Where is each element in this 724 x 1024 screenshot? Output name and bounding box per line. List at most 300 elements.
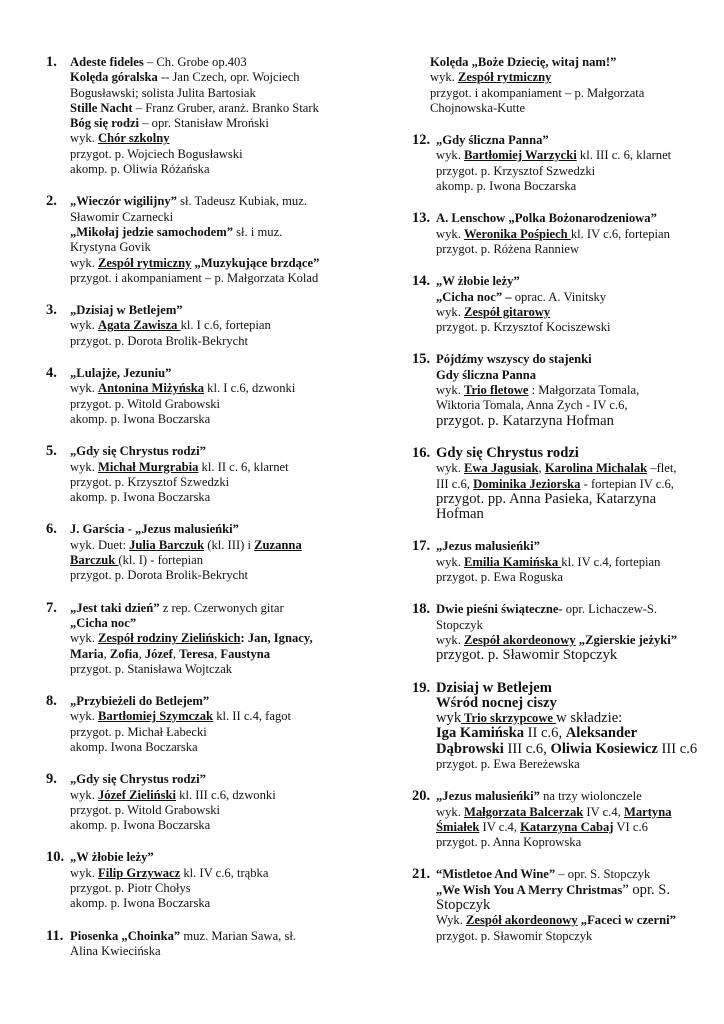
program-item <box>46 194 364 286</box>
text-run: wyk. <box>70 255 98 270</box>
text-run: akomp. p. Iwona Boczarska <box>436 179 577 194</box>
text-run: wyk. <box>436 554 464 569</box>
emphasized-text: „Jezus malusieńki” <box>436 539 540 554</box>
text-run: przygot. p. Krzysztof Kociszewski <box>436 320 611 335</box>
text-run: przygot. p. Dorota Brolik-Bekrycht <box>70 568 249 583</box>
detail-line <box>436 398 704 413</box>
emphasized-text: Józef Zieliński <box>98 787 177 802</box>
detail-line <box>436 414 704 429</box>
item-details <box>70 522 364 583</box>
program-item <box>412 211 704 257</box>
item-number: 10. <box>46 849 65 866</box>
detail-line <box>436 929 704 944</box>
detail-line <box>70 101 364 116</box>
text-run: III c.6, <box>436 476 474 491</box>
text-run: , <box>172 646 180 661</box>
text-run: przygot. p. Piotr Chołys <box>70 881 191 896</box>
detail-line <box>70 818 364 833</box>
text-run: wyk. <box>70 709 98 724</box>
detail-line <box>436 867 704 882</box>
text-run: Hofman <box>436 506 484 523</box>
text-run: wyk <box>436 710 462 727</box>
emphasized-text: „Gdy śliczna Panna” <box>436 133 549 148</box>
emphasized-text: „Cicha noc” – <box>436 289 512 304</box>
text-run: (kl. I) - fortepian <box>118 553 204 568</box>
emphasized-text: „Zgierskie jeżyki” <box>575 632 678 647</box>
text-run: kl. III c.6, dzwonki <box>176 787 276 802</box>
detail-line <box>70 194 364 209</box>
detail-line <box>70 788 364 803</box>
text-run: kl. IV c.4, fortepian <box>561 554 661 569</box>
detail-line <box>436 696 704 711</box>
detail-line <box>436 352 704 367</box>
detail-line <box>70 803 364 818</box>
text-run: sł. Tadeusz Kubiak, muz. <box>176 194 307 209</box>
detail-line <box>436 742 704 757</box>
detail-line <box>70 131 364 146</box>
emphasized-text: Gdy się Chrystus rodzi <box>436 444 579 461</box>
detail-line <box>436 633 704 648</box>
text-run: -- Jan Czech, opr. Wojciech <box>157 70 300 85</box>
emphasized-text: Gdy śliczna Panna <box>436 367 537 382</box>
program-item <box>46 522 364 583</box>
text-run: przygot. p. Katarzyna Hofman <box>436 412 614 429</box>
emphasized-text: „Muzykujące brzdące” <box>191 255 320 270</box>
emphasized-text: Barczuk <box>70 553 119 568</box>
emphasized-text: Martyna <box>623 804 672 819</box>
detail-line <box>436 477 704 492</box>
emphasized-text: Katarzyna Cabaj <box>520 819 614 834</box>
text-run: wyk. <box>430 70 458 85</box>
detail-line <box>70 647 364 662</box>
item-details <box>436 867 704 943</box>
detail-line <box>70 896 364 911</box>
emphasized-text: Dzisiaj w Betlejem <box>436 679 552 696</box>
detail-line <box>70 944 364 959</box>
detail-line <box>70 460 364 475</box>
detail-line <box>436 711 704 726</box>
text-run: kl. II c. 6, klarnet <box>198 459 289 474</box>
emphasized-text: Józef <box>144 646 173 661</box>
detail-line <box>70 397 364 412</box>
text-run: wyk. <box>70 865 98 880</box>
detail-line <box>436 648 704 663</box>
text-run: wyk. <box>436 226 464 241</box>
text-run: kl. I c.6, fortepian <box>180 318 271 333</box>
item-number: 20. <box>412 788 431 805</box>
emphasized-text: Faustyna <box>220 646 271 661</box>
detail-line <box>436 368 704 383</box>
detail-line <box>436 164 704 179</box>
item-number: 9. <box>46 771 57 788</box>
text-run: Krystyna Govik <box>70 240 151 255</box>
item-number: 15. <box>412 351 431 368</box>
text-run: – Franz Gruber, aranż. Branko Stark <box>132 100 319 115</box>
detail-line <box>70 303 364 318</box>
text-run: wyk. <box>70 131 98 146</box>
emphasized-text: Maria <box>70 646 104 661</box>
emphasized-text: Małgorzata Balcerzak <box>464 804 584 819</box>
emphasized-text: Zespół rytmiczny <box>458 70 552 85</box>
program-right-column <box>412 55 704 961</box>
item-details <box>436 211 704 257</box>
text-run: akomp. p. Iwona Boczarska <box>70 896 211 911</box>
text-run: przygot. p. Witold Grabowski <box>70 802 221 817</box>
item-number: 6. <box>46 521 57 538</box>
program-item <box>412 133 704 194</box>
emphasized-text: „W żłobie leży” <box>70 850 154 865</box>
text-run: wyk. <box>436 304 464 319</box>
text-run: , <box>103 646 110 661</box>
item-number: 8. <box>46 693 57 710</box>
detail-line <box>436 898 704 913</box>
text-run: Wiktoria Tomala, Anna Zych - IV c.6, <box>436 398 628 413</box>
text-run: opr. Lichaczew-S. <box>562 602 658 617</box>
item-details <box>70 366 364 427</box>
detail-line <box>70 709 364 724</box>
program-item <box>412 681 704 773</box>
text-run: Wyk. <box>436 913 467 928</box>
detail-line <box>70 553 364 568</box>
item-details <box>70 601 364 677</box>
item-number: 19. <box>412 679 431 696</box>
detail-line <box>436 274 704 289</box>
text-run: przygot. p. Stanisława Wojtczak <box>70 661 233 676</box>
detail-line <box>70 475 364 490</box>
text-run: IV c.4, <box>479 819 521 834</box>
detail-line <box>436 492 704 507</box>
item-details <box>436 446 704 522</box>
detail-line <box>70 616 364 631</box>
text-run: przygot. p. Wojciech Bogusławski <box>70 146 243 161</box>
item-details <box>70 694 364 755</box>
text-run: wyk. <box>70 459 98 474</box>
program-item <box>412 446 704 522</box>
text-run: oprac. A. Vinitsky <box>511 289 607 304</box>
emphasized-text: Zespół akordeonowy <box>466 913 578 928</box>
text-run: przygot. p. Anna Koprowska <box>436 835 582 850</box>
emphasized-text: Bóg się rodzi <box>70 116 140 131</box>
text-run: - fortepian IV c.6, <box>580 476 674 491</box>
text-run: ” opr. S. <box>622 881 671 898</box>
emphasized-text: Iga Kamińska <box>436 725 524 742</box>
detail-line <box>70 334 364 349</box>
program-item <box>412 789 704 850</box>
detail-line <box>70 147 364 162</box>
text-run: przygot. p. Dorota Brolik-Bekrycht <box>70 333 249 348</box>
detail-line <box>70 318 364 333</box>
item-details <box>70 929 364 960</box>
text-run: kl. II c.4, fagot <box>213 709 292 724</box>
program-item <box>412 274 704 335</box>
emphasized-text: Dominika Jeziorska <box>473 476 581 491</box>
program-item <box>46 929 364 960</box>
text-run: z rep. Czerwonych gitar <box>159 600 284 615</box>
item-details <box>436 133 704 194</box>
emphasized-text: „Jest taki dzień” <box>70 600 160 615</box>
emphasized-text: Weronika Pośpiech <box>464 226 571 241</box>
program-item <box>46 850 364 911</box>
item-number: 1. <box>46 54 57 70</box>
detail-line <box>70 522 364 537</box>
detail-line <box>436 507 704 522</box>
detail-line <box>436 539 704 554</box>
item-number: 7. <box>46 599 57 616</box>
detail-line <box>70 490 364 505</box>
text-run: Alina Kwiecińska <box>70 943 161 958</box>
item-details <box>70 850 364 911</box>
text-run: przygot. pp. Anna Pasieka, Katarzyna <box>436 490 657 507</box>
text-run: Bogusławski; solista Julita Bartosiak <box>70 85 256 100</box>
text-run: w składzie: <box>556 710 623 727</box>
detail-line <box>436 757 704 772</box>
emphasized-text: „Gdy się Chrystus rodzi” <box>70 444 206 459</box>
emphasized-text: Śmiałek <box>436 819 480 834</box>
detail-line <box>436 383 704 398</box>
item-number: 3. <box>46 302 57 319</box>
detail-line <box>430 101 704 116</box>
text-run: – opr. Stanisław Mroński <box>139 116 269 131</box>
text-run: Stopczyk <box>436 617 483 632</box>
detail-line <box>436 681 704 696</box>
detail-line <box>70 444 364 459</box>
text-run: przygot. p. Krzysztof Szwedzki <box>70 474 230 489</box>
detail-line <box>430 55 704 70</box>
emphasized-text: Filip Grzywacz <box>98 865 181 880</box>
detail-line <box>70 740 364 755</box>
detail-line <box>436 602 704 617</box>
detail-line <box>436 148 704 163</box>
text-run: : Małgorzata Tomala, <box>528 383 640 398</box>
text-run: kl. IV c.6, fortepian <box>570 226 670 241</box>
detail-line <box>436 913 704 928</box>
text-run: wyk. <box>436 461 464 476</box>
text-run: Chojnowska-Kutte <box>430 100 526 115</box>
emphasized-text: „Faceci w czerni” <box>577 913 676 928</box>
text-run: przygot. i akompaniament – p. Małgorzata <box>430 85 645 100</box>
program-item <box>46 303 364 349</box>
emphasized-text: Oliwia Kosiewicz <box>550 740 658 757</box>
text-run: na trzy wiolonczele <box>539 789 642 804</box>
text-run: wyk. <box>436 148 464 163</box>
detail-line <box>436 320 704 335</box>
text-run: wyk. <box>436 632 464 647</box>
emphasized-text: „Jezus malusieńki” <box>436 789 540 804</box>
program-item <box>46 694 364 755</box>
detail-line <box>70 538 364 553</box>
emphasized-text: Trio fletowe <box>464 383 529 398</box>
emphasized-text: A. Lenschow „Polka Bożonarodzeniowa” <box>436 211 657 226</box>
item-details <box>70 194 364 286</box>
item-number: 13. <box>412 210 431 227</box>
text-run: wyk. <box>436 804 464 819</box>
program-item <box>46 601 364 677</box>
emphasized-text: „Wieczór wigilijny” <box>70 194 177 209</box>
detail-line <box>70 240 364 255</box>
item-details <box>70 444 364 505</box>
detail-line <box>436 179 704 194</box>
detail-line <box>70 412 364 427</box>
text-run: wyk. <box>70 787 98 802</box>
detail-line <box>436 820 704 835</box>
item-number: 16. <box>412 444 431 461</box>
text-run: muz. Marian Sawa, sł. <box>180 928 297 943</box>
detail-line <box>430 70 704 85</box>
text-run: wyk. <box>70 381 98 396</box>
item-number: 5. <box>46 443 57 460</box>
text-run: –flet, <box>647 461 677 476</box>
text-run: – opr. S. Stopczyk <box>555 867 651 882</box>
detail-line <box>436 726 704 741</box>
text-run: przygot. p. Krzysztof Szwedzki <box>436 163 596 178</box>
emphasized-text: Dąbrowski <box>436 740 504 757</box>
item-number: 12. <box>412 132 431 149</box>
text-run: akomp. Iwona Boczarska <box>70 739 198 754</box>
emphasized-text: „W żłobie leży” <box>436 274 520 289</box>
emphasized-text: Zespół gitarowy <box>464 304 551 319</box>
program-item <box>412 867 704 943</box>
emphasized-text: Julia Barczuk <box>129 537 205 552</box>
detail-line <box>70 866 364 881</box>
text-run: przygot. p. Ewa Bereżewska <box>436 756 580 771</box>
emphasized-text: Zofia <box>109 646 139 661</box>
emphasized-text: Dwie pieśni świąteczne- <box>436 602 563 617</box>
detail-line <box>70 694 364 709</box>
item-number: 4. <box>46 365 57 382</box>
detail-line <box>70 929 364 944</box>
item-details <box>436 352 704 428</box>
text-run: akomp. p. Oliwia Różańska <box>70 162 210 177</box>
text-run: akomp. p. Iwona Boczarska <box>70 490 211 505</box>
text-run: III c.6, <box>503 740 551 757</box>
item-number: 17. <box>412 538 431 555</box>
text-run: II c.6, <box>524 725 566 742</box>
detail-line <box>70 55 364 70</box>
emphasized-text: Zespół rytmiczny <box>98 255 192 270</box>
emphasized-text: Teresa <box>179 646 215 661</box>
text-run: kl. IV c.6, trąbka <box>180 865 269 880</box>
emphasized-text: Chór szkolny <box>98 131 170 146</box>
detail-line <box>436 555 704 570</box>
text-run: , <box>214 646 221 661</box>
text-run: kl. III c. 6, klarnet <box>576 148 672 163</box>
item-number: 21. <box>412 866 431 883</box>
emphasized-text: Antonina Miżyńska <box>98 381 205 396</box>
text-run: , <box>138 646 145 661</box>
text-run: III c.6 <box>657 740 698 757</box>
emphasized-text: Zespół akordeonowy <box>464 632 576 647</box>
detail-line <box>70 116 364 131</box>
detail-line <box>70 881 364 896</box>
text-run: – Ch. Grobe op.403 <box>143 55 247 69</box>
emphasized-text: J. Garścia - „Jezus malusieńki” <box>70 522 239 537</box>
emphasized-text: „We Wish You A Merry Christmas <box>436 882 623 897</box>
detail-line <box>436 805 704 820</box>
text-run: kl. I c.6, dzwonki <box>204 381 296 396</box>
detail-line <box>70 366 364 381</box>
item-details <box>436 681 704 773</box>
program-item <box>412 602 704 663</box>
emphasized-text: „Lulajże, Jezuniu” <box>70 366 172 381</box>
detail-line <box>70 225 364 240</box>
emphasized-text: Zuzanna <box>254 537 302 552</box>
text-run: akomp. p. Iwona Boczarska <box>70 818 211 833</box>
text-run: Stopczyk <box>436 897 491 914</box>
detail-line <box>70 568 364 583</box>
detail-line <box>70 772 364 787</box>
program-item <box>430 55 704 116</box>
emphasized-text: Emilia Kamińska <box>464 554 562 569</box>
detail-line <box>70 725 364 740</box>
detail-line <box>70 850 364 865</box>
detail-line <box>436 618 704 633</box>
detail-line <box>436 835 704 850</box>
program-item <box>412 352 704 428</box>
emphasized-text: „Gdy się Chrystus rodzi” <box>70 772 206 787</box>
emphasized-text: Michał Murgrabia <box>98 459 199 474</box>
emphasized-text: Trio skrzypcowe <box>461 711 557 726</box>
text-run: sł. i muz. <box>233 224 283 239</box>
text-run: VI c.6 <box>613 819 648 834</box>
program-item <box>412 539 704 585</box>
emphasized-text: Kolęda „Boże Dziecię, witaj nam!” <box>430 55 617 69</box>
emphasized-text: Stille Nacht <box>70 100 133 115</box>
item-details <box>436 274 704 335</box>
detail-line <box>436 227 704 242</box>
text-run: przygot. p. Różena Ranniew <box>436 241 580 256</box>
emphasized-text: Aleksander <box>565 725 638 742</box>
detail-line <box>436 211 704 226</box>
emphasized-text: „Cicha noc” <box>70 615 137 630</box>
item-details <box>70 772 364 833</box>
item-details <box>436 602 704 663</box>
detail-line <box>70 601 364 616</box>
text-run: IV c.4, <box>583 804 624 819</box>
emphasized-text: „Mikołaj jedzie samochodem” <box>70 224 233 239</box>
emphasized-text: Ewa Jagusiak <box>464 461 539 476</box>
detail-line <box>430 86 704 101</box>
text-run: przygot. p. Sławomir Stopczyk <box>436 928 593 943</box>
detail-line <box>70 210 364 225</box>
text-run: przygot. p. Witold Grabowski <box>70 396 221 411</box>
item-number: 11. <box>46 927 64 944</box>
emphasized-text: Adeste fideles <box>70 55 144 69</box>
detail-line <box>70 70 364 85</box>
emphasized-text: Bartłomiej Szymczak <box>98 709 214 724</box>
detail-line <box>436 446 704 461</box>
detail-line <box>436 461 704 476</box>
detail-line <box>70 256 364 271</box>
detail-line <box>436 305 704 320</box>
program-item <box>46 772 364 833</box>
item-details <box>436 539 704 585</box>
emphasized-text: „Przybieżeli do Betlejem” <box>70 694 210 709</box>
detail-line <box>436 133 704 148</box>
item-details <box>430 55 704 116</box>
detail-line <box>70 631 364 646</box>
emphasized-text: Wśród nocnej ciszy <box>436 694 557 711</box>
emphasized-text: Kolęda góralska <box>70 70 158 85</box>
text-run: wyk. <box>70 631 98 646</box>
emphasized-text: „Dzisiaj w Betlejem” <box>70 303 183 318</box>
emphasized-text: Piosenka „Choinka” <box>70 928 181 943</box>
text-run: przygot. i akompaniament – p. Małgorzata Kolad <box>70 270 319 285</box>
emphasized-text: Pójdźmy wszyscy do stajenki <box>436 352 592 367</box>
emphasized-text: Bartłomiej Warzycki <box>464 148 577 163</box>
item-details <box>436 789 704 850</box>
detail-line <box>70 271 364 286</box>
detail-line <box>436 789 704 804</box>
